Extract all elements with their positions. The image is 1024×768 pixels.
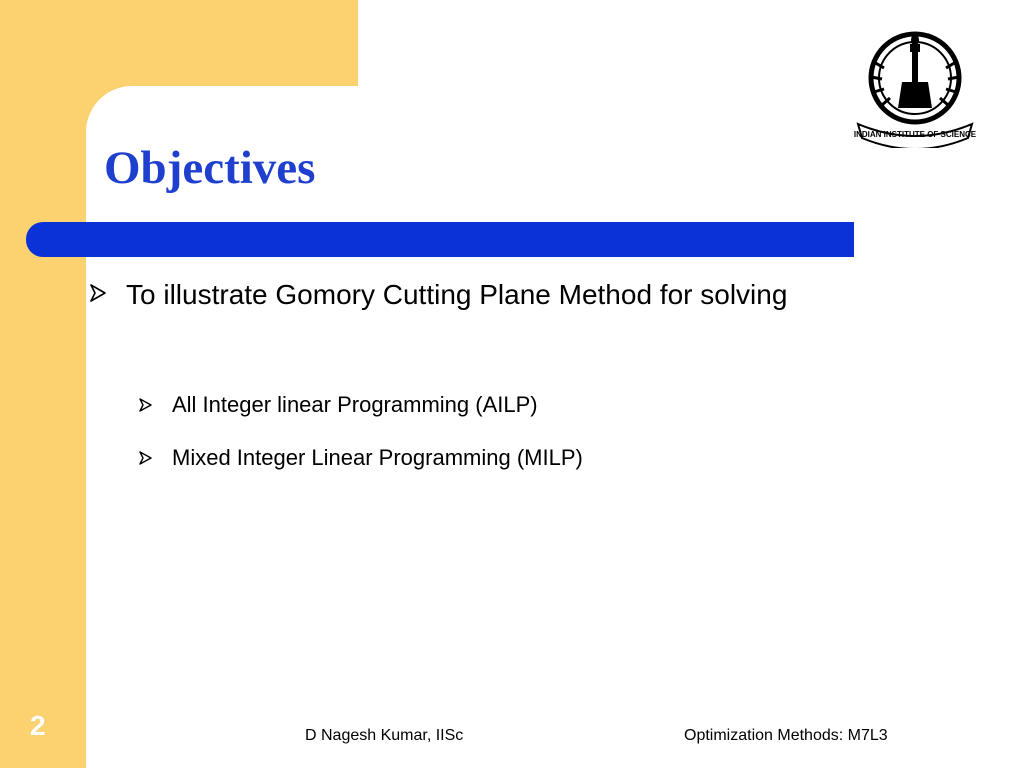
footer-author: D Nagesh Kumar, IISc bbox=[305, 727, 464, 744]
background-yellow-left bbox=[0, 0, 86, 768]
iisc-logo bbox=[852, 22, 978, 148]
sub-bullet-ailp: All Integer linear Programming (AILP) bbox=[172, 392, 538, 417]
sub-bullet-arrow-icon bbox=[139, 451, 152, 465]
sub-bullet-arrow-icon bbox=[139, 398, 152, 412]
bullet-main-text: To illustrate Gomory Cutting Plane Method for solving bbox=[126, 279, 788, 310]
svg-text:INDIAN INSTITUTE OF SCIENCE: INDIAN INSTITUTE OF SCIENCE bbox=[853, 130, 977, 139]
slide-title: Objectives bbox=[104, 142, 316, 194]
slide-number: 2 bbox=[30, 710, 46, 741]
title-divider-bar bbox=[26, 222, 854, 257]
bullet-arrow-icon bbox=[90, 284, 106, 302]
sub-bullet-milp: Mixed Integer Linear Programming (MILP) bbox=[172, 445, 583, 470]
footer-course: Optimization Methods: M7L3 bbox=[684, 727, 888, 744]
